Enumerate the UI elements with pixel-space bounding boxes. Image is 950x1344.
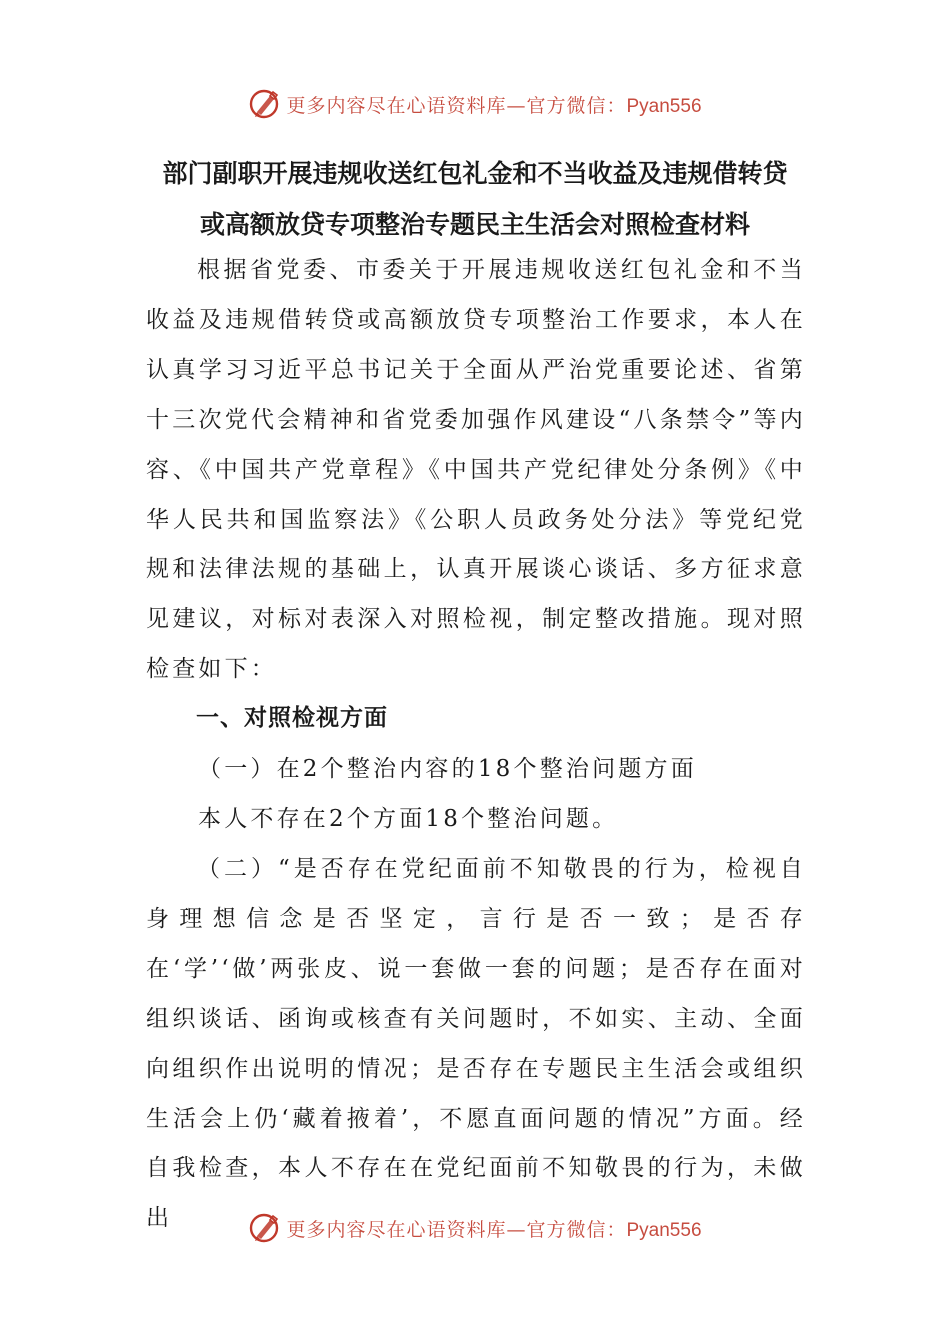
watermark-id: Pyan556 — [626, 1219, 702, 1241]
subsection-text: 本人不存在2个方面18个整治问题。 — [198, 806, 619, 832]
subsection-heading: （一）在2个整治内容的18个整治问题方面 — [198, 756, 697, 782]
section-heading: 一、对照检视方面 — [196, 705, 388, 731]
intro-paragraph: 根据省党委、市委关于开展违规收送红包礼金和不当收益及违规借转贷或高额放贷专项整治工作要求，本人在认真学习习近平总书记关于全面从严治党重要论述、省第十三次党代会精神和省党委加强作风建设“八条禁令”等内容、《中国共产党章程》《中国共产党纪律处分条例》《中华人民共和国监察法》《公职人员政务处分法》等党纪党规和法律法规的基础上，认真开展谈心谈话、多方征求意见建议，对标对表深入对照检视，制定整改措施。现对照检查如下： — [146, 257, 806, 683]
watermark-footer — [0, 1208, 950, 1248]
pen-logo-icon — [248, 1211, 282, 1245]
pen-logo-icon — [248, 87, 282, 121]
watermark-id: Pyan556 — [626, 95, 702, 117]
subsection2-paragraph: （二）“是否存在党纪面前不知敬畏的行为，检视自身理想信念是否坚定，言行是否一致；是否存在‘学’‘做’两张皮、说一套做一套的问题；是否存在面对组织谈话、函询或核查有关问题时，不如实、主动、全面向组织作出说明的情况；是否存在专题民主生活会或组织生活会上仍‘藏着掖着’，不愿直面问题的情况”方面。经自我检查，本人不存在在党纪面前不知敬畏的行为，未做出 — [146, 856, 806, 1232]
watermark-text: 更多内容尽在心语资料库—官方微信：Pyan556 — [286, 1218, 702, 1241]
watermark-text: 更多内容尽在心语资料库—官方微信：Pyan556 — [286, 94, 702, 117]
document-title-line2: 或高额放贷专项整治专题民主生活会对照检查材料 — [199, 210, 750, 239]
watermark-header — [0, 84, 950, 124]
document-title-line1: 部门副职开展违规收送红包礼金和不当收益及违规借转贷 — [162, 159, 788, 188]
